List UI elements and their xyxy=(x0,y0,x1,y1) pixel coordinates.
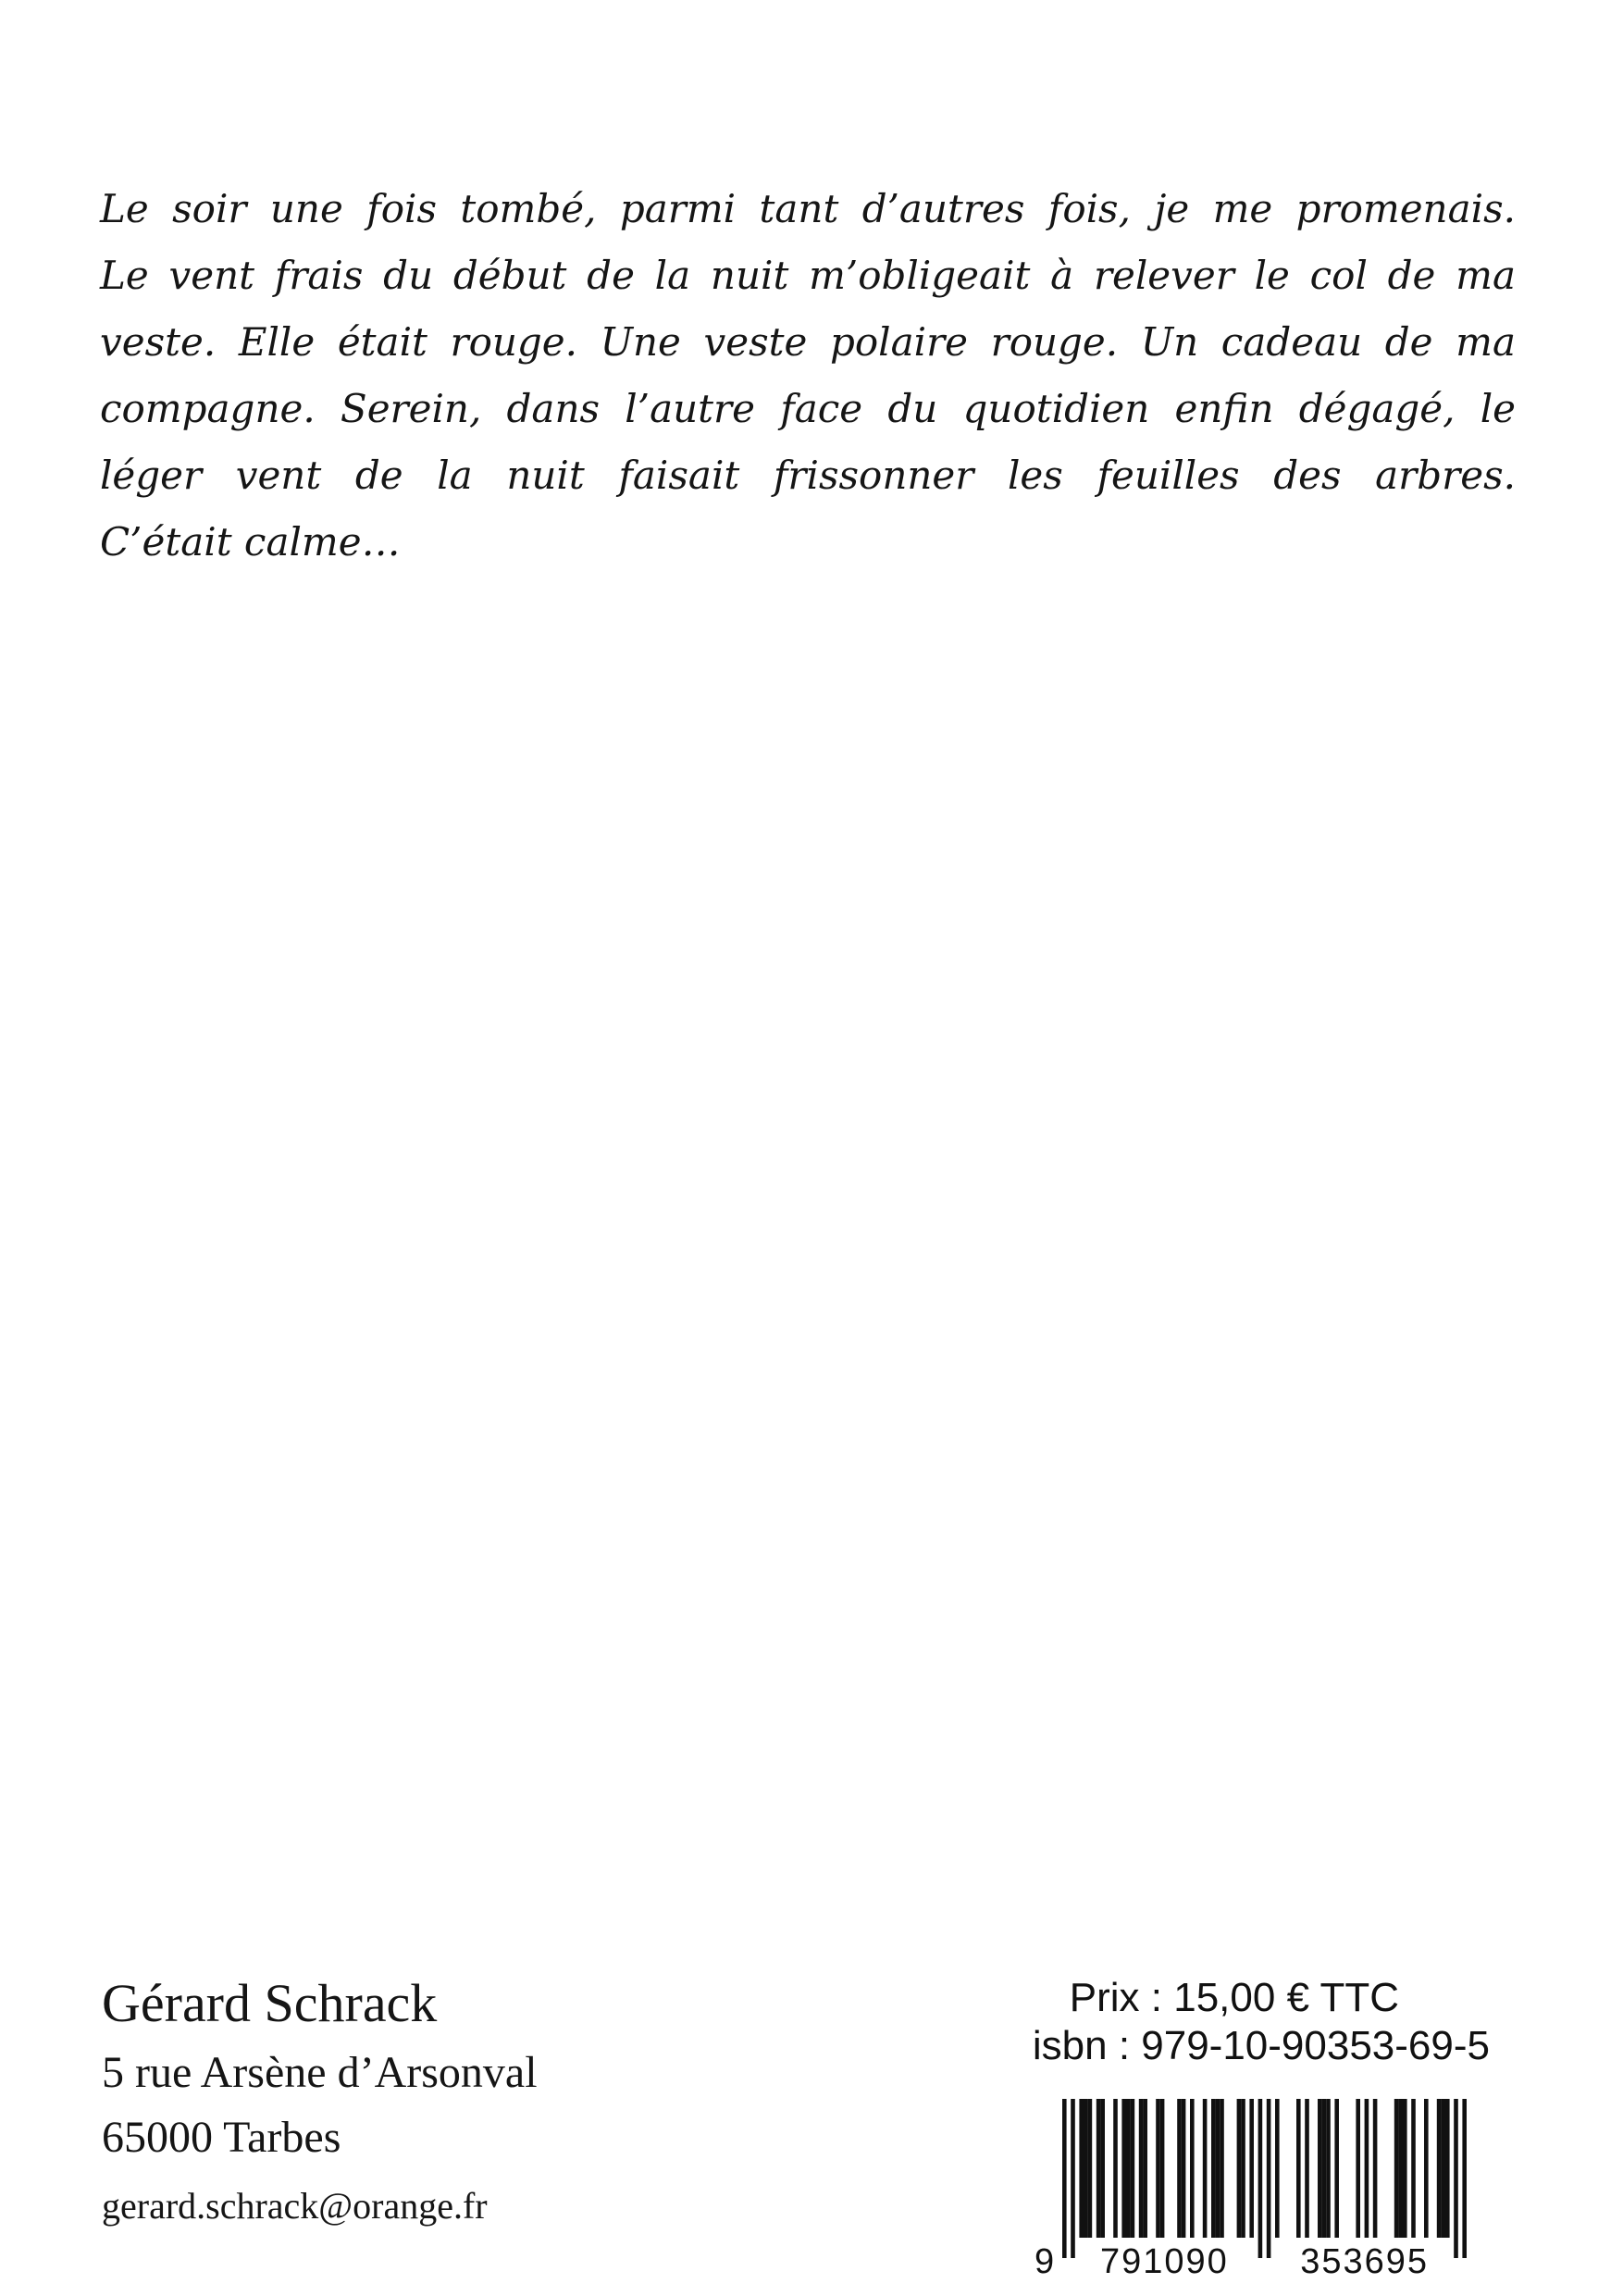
barcode-bar xyxy=(1160,2099,1165,2238)
barcode-bar xyxy=(1220,2099,1224,2238)
author-email: gerard.schrack@orange.fr xyxy=(102,2185,488,2227)
author-name: Gérard Schrack xyxy=(102,1973,438,2033)
barcode-bar xyxy=(1121,2099,1126,2238)
barcode-bars xyxy=(1062,2099,1467,2258)
barcode-bar xyxy=(1143,2099,1147,2238)
blurb-line: Le soir une fois tombé, parmi tant d’autres fois, je me promenais. xyxy=(100,186,1516,231)
barcode-bar xyxy=(1365,2099,1369,2238)
isbn-barcode xyxy=(1027,2099,1508,2279)
barcode-bar xyxy=(1079,2099,1084,2238)
barcode-bar xyxy=(1437,2099,1442,2238)
barcode-bar xyxy=(1071,2099,1075,2258)
barcode-bar xyxy=(1275,2099,1280,2238)
barcode-bar xyxy=(1258,2099,1263,2258)
barcode-bar xyxy=(1267,2099,1271,2258)
barcode-bar xyxy=(1177,2099,1182,2238)
isbn-label: isbn : 979-10-90353-69-5 xyxy=(1032,2023,1490,2068)
barcode-bar xyxy=(1190,2099,1195,2238)
barcode-bar xyxy=(1403,2099,1407,2238)
barcode-bar xyxy=(1424,2099,1429,2238)
barcode-bar xyxy=(1249,2099,1254,2238)
barcode-bar xyxy=(1296,2099,1301,2238)
blurb-line: léger vent de la nuit faisait frissonner les feuilles des arbres. xyxy=(100,453,1516,498)
barcode-bar xyxy=(1398,2099,1403,2238)
barcode-bar xyxy=(1454,2099,1458,2258)
barcode-bar xyxy=(1241,2099,1245,2238)
barcode-bar xyxy=(1156,2099,1160,2238)
barcode-left-digits: 791090 xyxy=(1099,2242,1229,2279)
barcode-bar xyxy=(1441,2099,1445,2238)
barcode-bar xyxy=(1356,2099,1360,2238)
barcode-bar xyxy=(1203,2099,1208,2238)
barcode-bar xyxy=(1326,2099,1331,2238)
barcode-bar xyxy=(1334,2099,1339,2238)
barcode-bar xyxy=(1394,2099,1399,2238)
barcode-bar xyxy=(1462,2099,1467,2258)
back-cover-blurb xyxy=(100,176,1516,576)
barcode-bar xyxy=(1182,2099,1186,2238)
barcode-bar xyxy=(1088,2099,1093,2238)
barcode-right-digits: 353695 xyxy=(1300,2242,1430,2279)
blurb-line: Le vent frais du début de la nuit m’obligeait à relever le col de ma xyxy=(100,253,1516,298)
barcode-bar xyxy=(1445,2099,1450,2238)
price-isbn-block xyxy=(962,1974,1499,2070)
barcode-bar xyxy=(1216,2099,1220,2238)
barcode-bar xyxy=(1100,2099,1105,2238)
barcode-bar xyxy=(1139,2099,1144,2238)
author-contact-block xyxy=(102,1967,750,2239)
barcode-bar xyxy=(1084,2099,1088,2238)
barcode-bar xyxy=(1131,2099,1135,2238)
barcode-bar xyxy=(1211,2099,1216,2238)
blurb-line: compagne. Serein, dans l’autre face du quotidien enfin dégagé, le xyxy=(100,386,1516,431)
barcode-bar xyxy=(1322,2099,1327,2238)
price-label: Prix : 15,00 € TTC xyxy=(1069,1975,1399,2020)
barcode-bar xyxy=(1318,2099,1322,2238)
barcode-bar xyxy=(1126,2099,1131,2238)
barcode-bar xyxy=(1411,2099,1416,2238)
barcode-bar xyxy=(1373,2099,1378,2238)
blurb-line: veste. Elle était rouge. Une veste polaire rouge. Un cadeau de ma xyxy=(100,319,1516,365)
blurb-line: C’était calme… xyxy=(100,519,401,565)
author-city: 65000 Tarbes xyxy=(102,2113,341,2162)
barcode-bar xyxy=(1237,2099,1242,2238)
author-street: 5 rue Arsène d’Arsonval xyxy=(102,2048,538,2097)
barcode-bar xyxy=(1113,2099,1118,2238)
barcode-bar xyxy=(1062,2099,1067,2258)
barcode-bar xyxy=(1096,2099,1101,2238)
barcode-bar xyxy=(1305,2099,1309,2238)
barcode-lead-digit: 9 xyxy=(1035,2242,1055,2279)
